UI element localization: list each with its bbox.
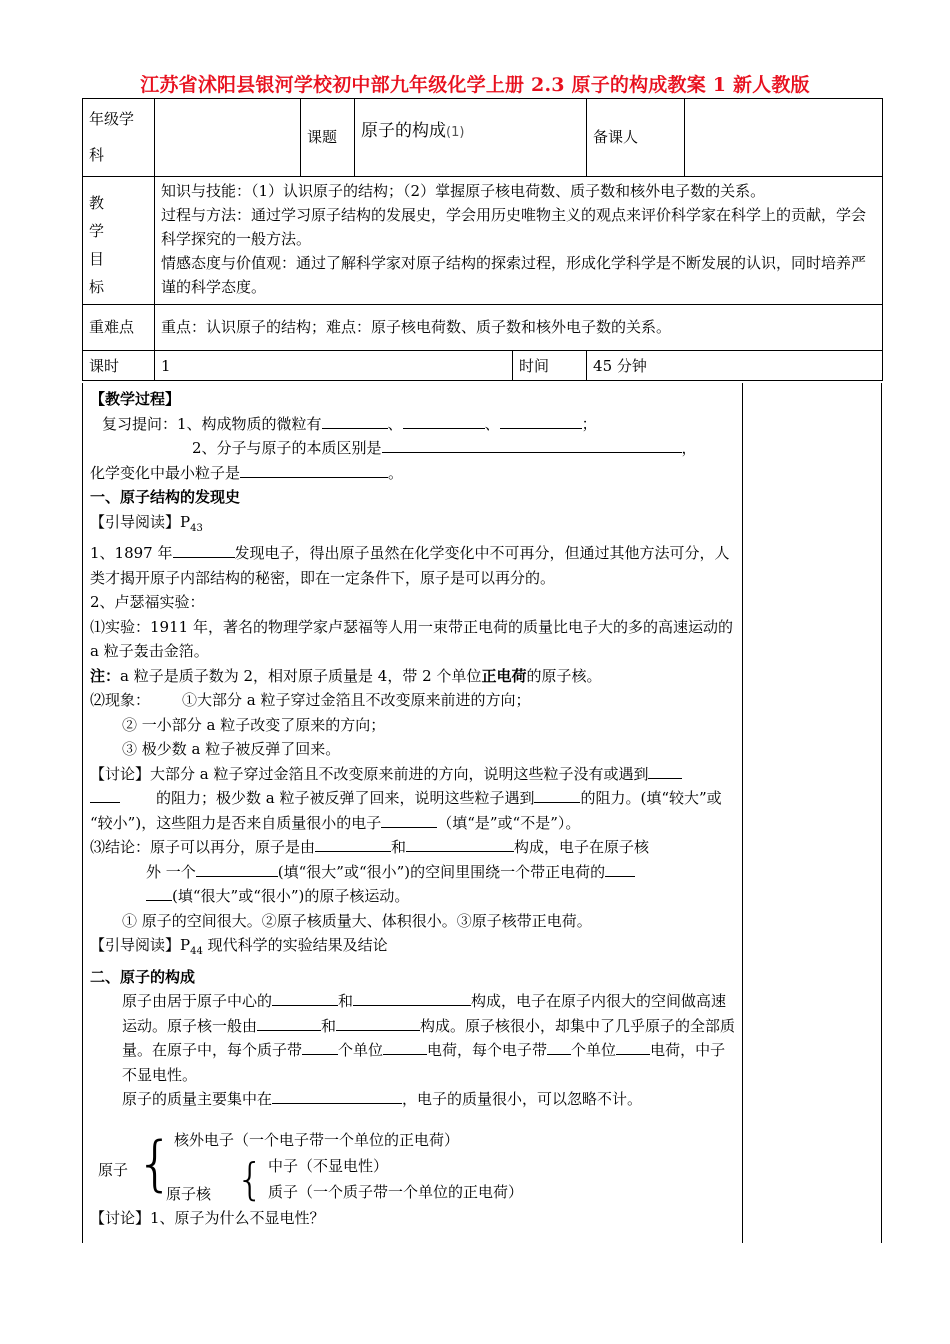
brace-icon: { (136, 1128, 175, 1199)
section-discovery-history: 一、原子结构的发现史 (90, 488, 241, 506)
diagram-electron: 核外电子（一个电子带一个单位的正电荷） (174, 1130, 460, 1149)
topic-value: 原子的构成(1) (355, 99, 587, 177)
guide-reading-2: 【引导阅读】$P_{44}$ 现代科学的实验结果及结论 (90, 936, 388, 957)
lesson-header-table (82, 98, 883, 381)
discussion-2: 【讨论】1、原子为什么不显电性？ (90, 1208, 325, 1227)
atom-composition-diagram (90, 1120, 738, 1220)
key-points-label: 重难点 (83, 305, 155, 351)
review-question-2: 2、分子与原子的本质区别是 ， (90, 436, 738, 461)
periods-value: 1 (155, 351, 513, 381)
key-points: 重点：认识原子的结构；难点：原子核电荷数、质子数和核外电子数的关系。 (155, 305, 883, 351)
periods-label: 课时 (83, 351, 155, 381)
diagram-nucleus: 原子核 (166, 1184, 212, 1203)
objective-knowledge: 知识与技能：（1）认识原子的结构；（2）掌握原子核电荷数、质子数和核外电子数的关系。 (161, 182, 766, 200)
review-question-3: 化学变化中最小粒子是 。 (90, 461, 738, 486)
note-alpha-particle: 注：a 粒子是质子数为 2，相对原子质量是 4，带 2 个单位正电荷的原子核。 (90, 666, 602, 685)
diagram-proton: 质子（一个质子带一个单位的正电荷） (268, 1182, 524, 1201)
phenomenon-2: ② 一小部分 a 粒子改变了原来的方向； (122, 715, 386, 734)
time-value: 45 分钟 (587, 351, 883, 381)
preparer-value (685, 99, 883, 177)
objective-attitude: 情感态度与价值观：通过了解科学家对原子结构的探索过程，形成化学科学是不断发展的认识，同时培养严谨的科学态度。 (161, 254, 867, 296)
guide-reading-1: 【引导阅读】$P_{43}$ (90, 512, 203, 534)
experiment-text: ⑴实验：1911 年，著名的物理学家卢瑟福等人用一束带正电荷的质量比电子大的多的高速运动的 a 粒子轰击金箔。 (90, 617, 733, 660)
conclusion-1: ⑶结论：原子可以再分，原子是由 和 构成，电子在原子核 (90, 835, 738, 860)
topic-label: 课题 (301, 99, 355, 177)
brace-icon: { (236, 1153, 264, 1205)
phenomenon-1: ⑵现象： ①大部分 a 粒子穿过金箔且不改变原来前进的方向； (90, 691, 531, 709)
page-title: 江苏省沭阳县银河学校初中部九年级化学上册 2.3 原子的构成教案 1 新人教版 (140, 74, 810, 96)
conclusion-4: ① 原子的空间很大。②原子核质量大、体积很小。③原子核带正电荷。 (122, 911, 592, 930)
preparer-label: 备课人 (587, 99, 685, 177)
objective-process: 过程与方法：通过学习原子结构的发展史，学会用历史唯物主义的观点来评价科学家在科学上的贡献，学会科学探究的一般方法。 (161, 206, 867, 248)
review-question-1: 复习提问：1、构成物质的微粒有 、 、 ； (90, 412, 738, 437)
phenomenon-3: ③ 极少数 a 粒子被反弹了回来。 (122, 740, 341, 758)
atom-mass-text: 原子的质量主要集中在 ，电子的质量很小，可以忽略不计。 (90, 1087, 738, 1112)
objectives (155, 177, 883, 305)
item-1897: 1、1897 年 发现电子，得出原子虽然在化学变化中不可再分，但通过其他方法可分，人类才揭开原子内部结构的秘密，即在一定条件下，原子是可以再分的。 (90, 541, 738, 590)
conclusion-3: (填“很大”或“很小”)的原子核运动。 (90, 884, 738, 909)
diagram-atom: 原子 (98, 1160, 129, 1179)
grade-subject-label: 年级学科 (83, 99, 155, 177)
teaching-process (90, 387, 738, 1230)
process-heading: 【教学过程】 (90, 390, 181, 408)
time-label: 时间 (513, 351, 587, 381)
grade-subject-value (155, 99, 301, 177)
section-atom-structure: 二、原子的构成 (90, 967, 196, 986)
conclusion-2: 外 一个 (填“很大”或“很小”)的空间里围绕一个带正电荷的 (90, 860, 738, 885)
atom-structure-text: 原子由居于原子中心的 和 构成，电子在原子内很大的空间做高速运动。原子核一般由 和 构成。原子核很小，却集中了几乎原子的全部质量。在原子中，每个质子带 个单位 电荷，每个电子带 个单位 电荷，中子不显电性。 (90, 989, 738, 1087)
discussion-1: 【讨论】大部分 a 粒子穿过金箔且不改变原来前进的方向，说明这些粒子没有或遇到 的阻力；极少数 a 粒子被反弹了回来，说明这些粒子遇到 的阻力。(填“较大”或 “较小”)，这些阻力是否来自质量很小的电子 （填“是”或“不是”）。 (90, 762, 738, 836)
diagram-neutron: 中子（不显电性） (268, 1156, 389, 1175)
notes-column-divider (742, 383, 743, 1243)
objectives-label: 教学目标 (83, 177, 155, 305)
item-rutherford: 2、卢瑟福实验： (90, 593, 205, 611)
